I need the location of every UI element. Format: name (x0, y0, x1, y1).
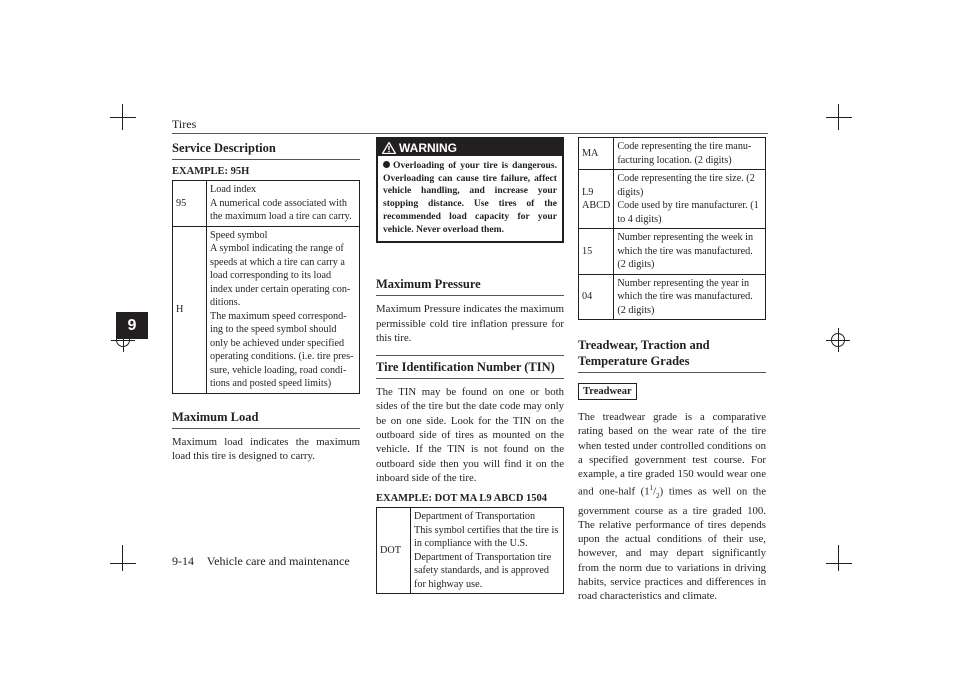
table-row (579, 274, 766, 320)
chapter-title: Vehicle care and maintenance (206, 554, 350, 568)
line: (2 digits) (617, 304, 655, 316)
line: A symbol indicating the range of (210, 243, 344, 254)
line: only be achieved under specified (210, 337, 345, 349)
line: digits) (617, 186, 644, 198)
fraction-numerator: 1 (649, 484, 654, 493)
tin-text: The TIN may be found on one or both sides of the tire but the date code may only be on one side. Look for the TIN on the outboard side of tires as mounted on the vehicle. If the TIN is not found on the outboard side then you will find it on the inboard side of the tire. (376, 386, 564, 484)
line: Code used by tire manufacturer. (1 (617, 200, 759, 211)
line: This symbol certifies that the tire is (414, 524, 559, 536)
header-rule (172, 133, 768, 134)
section-heading-maximum-pressure: Maximum Pressure (376, 273, 564, 296)
table-row (579, 138, 766, 170)
description-cell (614, 274, 766, 320)
description-cell (614, 229, 766, 275)
warning-label: WARNING (399, 140, 457, 155)
page-footer (172, 554, 350, 569)
line: Speed symbol (210, 229, 268, 241)
page-number: 9-14 (172, 554, 194, 568)
chapter-tab: 9 (116, 312, 148, 339)
crop-mark (838, 545, 839, 571)
line: ditions. (210, 297, 241, 308)
line: facturing location. (2 digits) (617, 154, 732, 166)
table-row (579, 229, 766, 275)
text-segment: The treadwear grade is a comparative rating based on the wear rate of the tire when tested under controlled conditions on a specified government test course. For example, a tire graded 150 would wear one and one-half (1 (578, 411, 766, 499)
service-description-example: EXAMPLE: 95H (172, 166, 250, 177)
text-segment: ) times as well on the government course as a tire graded 100. The relative performance of tires depends upon the actual conditions of their use, however, and may depart significantly from the norm due to variations in driving habits, service practices and differences in road characteristics and climate. (578, 486, 766, 603)
description-cell (614, 138, 766, 170)
fraction-denominator: 2 (656, 492, 660, 501)
line: Department of Transportation tire (414, 551, 552, 563)
crop-mark (826, 117, 852, 118)
line: sure, vehicle loading, road condi- (210, 364, 347, 376)
section-heading-treadwear-traction-temperature: Treadwear, Traction and Temperature Grades (578, 334, 766, 373)
line: operating conditions. (i.e. tire pres- (210, 351, 354, 362)
page-header-title: Tires (172, 117, 197, 131)
line: Number representing the week in (617, 232, 754, 243)
crop-mark (110, 117, 136, 118)
crop-mark (122, 545, 123, 571)
section-heading-tin: Tire Identification Number (TIN) (376, 355, 564, 379)
column-middle (376, 137, 564, 594)
line: load corresponding to its load (210, 270, 332, 281)
section-heading-maximum-load: Maximum Load (172, 406, 360, 429)
table-row (173, 181, 360, 227)
code-cell: 95 (173, 181, 207, 227)
line: to 4 digits) (617, 213, 662, 225)
maximum-load-text: Maximum load indicates the maximum load this tire is designed to carry. (172, 435, 360, 462)
line: A numerical code associated with (210, 197, 347, 209)
line: Code representing the tire manu- (617, 141, 752, 152)
registration-mark-icon (831, 333, 845, 347)
description-cell (614, 170, 766, 229)
maximum-pressure-text: Maximum Pressure indicates the maximum permissible cold tire inflation pressure for this tire. (376, 303, 564, 344)
line: index under certain operating con- (210, 283, 351, 295)
tin-codes-table (578, 137, 766, 320)
code-cell: DOT (377, 508, 411, 594)
treadwear-text: The treadwear grade is a comparative rating based on the wear rate of the tire when tested under controlled conditions on a specified government test course. For example, a tire graded 150 would wear one and one-half $(1^1/_2)$ times as well on the government course as a tire graded 100. The relative performance of tires depends upon the actual conditions of their use, however, and may depart significantly from the norm due to variations in driving habits, service practices and differences in road characteristics and climate. (578, 411, 766, 603)
crop-mark (110, 563, 136, 564)
bullet-icon (383, 161, 390, 168)
tin-example: EXAMPLE: DOT MA L9 ABCD 1504 (376, 493, 548, 505)
line: The maximum speed correspond- (210, 310, 347, 322)
line: which the tire was manufactured. (617, 245, 753, 257)
description-cell (207, 181, 360, 227)
code-cell: 15 (579, 229, 614, 275)
code-cell: 04 (579, 274, 614, 320)
description-cell (207, 226, 360, 393)
table-row (377, 508, 564, 594)
section-heading-service-description: Service Description (172, 137, 360, 160)
code-cell: H (173, 226, 207, 393)
warning-body (378, 156, 562, 241)
column-left (172, 137, 360, 463)
description-cell (411, 508, 564, 594)
line: tions and posted speed limits) (210, 378, 332, 389)
line: which the tire was manufactured. (617, 291, 753, 302)
code-cell: MA (579, 138, 614, 170)
registration-mark-icon (116, 333, 130, 347)
warning-header (378, 139, 562, 156)
line: (2 digits) (617, 259, 655, 270)
line: Code representing the tire size. (2 (617, 173, 755, 184)
table-row (173, 226, 360, 393)
code-cell: L9 ABCD (579, 170, 614, 229)
line: the maximum load a tire can carry. (210, 211, 352, 222)
line: speeds at which a tire can carry a (210, 256, 345, 268)
line: ing to the speed symbol should (210, 324, 337, 335)
line: Department of Transportation (414, 511, 536, 523)
line: for highway use. (414, 578, 483, 590)
line: Load index (210, 184, 257, 195)
warning-text: Overloading of your tire is dangerous. Overloading can cause tire failure, affect vehicle handling, and increase your stopping distance. Use tires of the recommended load capacity for your vehicle. Never overload them. (383, 160, 557, 235)
service-description-table (172, 180, 360, 394)
line: in compliance with the U.S. (414, 538, 528, 550)
crop-mark (826, 563, 852, 564)
line: safety standards, and is approved (414, 565, 549, 577)
warning-triangle-icon (382, 142, 396, 154)
table-row (579, 170, 766, 229)
line: Number representing the year in (617, 277, 750, 289)
tin-dot-table (376, 507, 564, 594)
column-right (578, 137, 766, 604)
warning-box (376, 137, 564, 243)
treadwear-label: Treadwear (578, 383, 637, 400)
